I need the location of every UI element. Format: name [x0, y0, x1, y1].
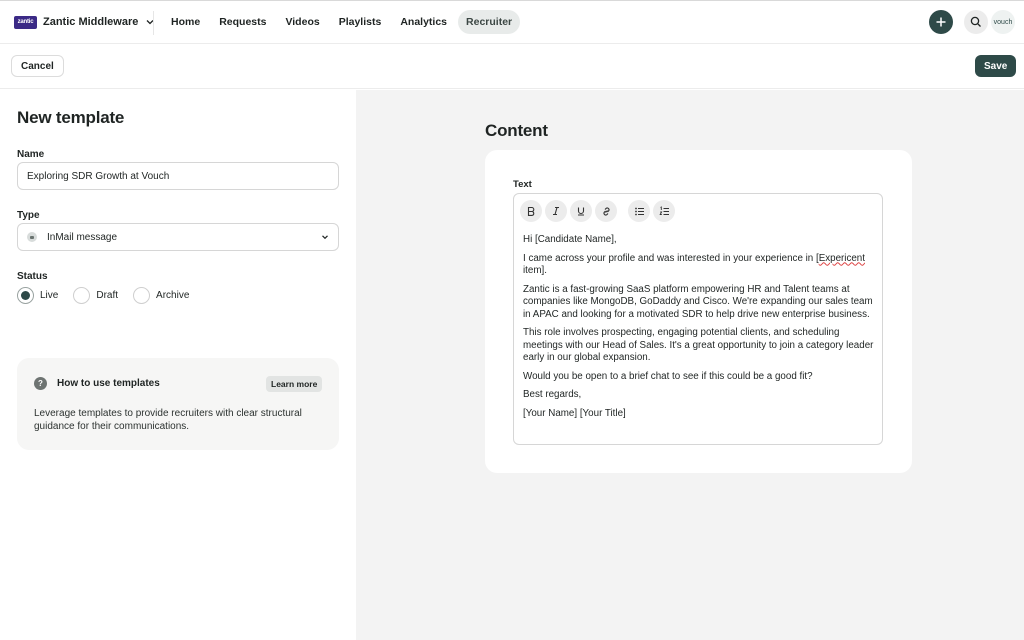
type-select[interactable] — [17, 223, 339, 251]
nav-tab-analytics[interactable]: Analytics — [400, 16, 448, 28]
page-title: New template — [17, 108, 125, 127]
message-paragraph: I came across your profile and was interested in your experience in [Expericent item]. — [523, 252, 865, 276]
radio-label: Draft — [96, 290, 119, 301]
nav-tab-recruiter[interactable]: Recruiter — [458, 10, 520, 34]
cancel-button[interactable]: Cancel — [11, 55, 64, 77]
type-label: Type — [17, 210, 40, 221]
numbered-list-icon — [659, 206, 670, 217]
save-button[interactable]: Save — [975, 55, 1016, 77]
numbered-list-button[interactable] — [653, 200, 675, 222]
text-editor[interactable] — [513, 193, 883, 445]
question-icon: ? — [34, 377, 47, 390]
content-title: Content — [485, 121, 548, 140]
italic-button[interactable] — [545, 200, 567, 222]
bold-icon — [526, 206, 536, 216]
type-value: InMail message — [47, 231, 118, 243]
nav-divider — [153, 11, 154, 35]
radio-circle — [133, 287, 150, 304]
message-paragraph: This role involves prospecting, engaging potential clients, and scheduling meetings with our Head of Sales. It's a great opportunity to join a category leader early in our global expansion. — [523, 327, 874, 363]
radio-circle — [17, 287, 34, 304]
name-input[interactable] — [17, 162, 339, 190]
workspace-name: Zantic Middleware — [43, 16, 139, 28]
zantic-logo: zantic — [14, 16, 37, 29]
link-button[interactable] — [595, 200, 617, 222]
italic-icon — [551, 206, 561, 216]
status-archive-radio[interactable] — [133, 287, 189, 304]
message-paragraph: Hi [Candidate Name], — [523, 234, 617, 245]
message-paragraph: [Your Name] [Your Title] — [523, 407, 626, 419]
nav-tab-videos[interactable]: Videos — [285, 16, 320, 28]
content-card — [485, 150, 912, 473]
name-label: Name — [17, 149, 45, 160]
action-bar — [0, 44, 1024, 89]
workspace-switcher[interactable] — [14, 13, 155, 31]
nav-tab-playlists[interactable]: Playlists — [338, 16, 382, 28]
link-icon — [601, 206, 612, 217]
plus-icon — [935, 16, 947, 28]
misspelled-word[interactable]: Expericent — [818, 252, 865, 264]
content-area — [356, 90, 1024, 640]
message-paragraph: Would you be open to a brief chat to see if this could be a good fit? — [523, 370, 813, 382]
search-icon — [970, 16, 982, 28]
radio-circle — [73, 287, 90, 304]
chevron-down-icon — [321, 233, 329, 241]
learn-more-button[interactable]: Learn more — [266, 376, 322, 392]
text-label: Text — [513, 179, 532, 190]
editor-toolbar — [520, 200, 678, 222]
radio-label: Archive — [156, 290, 190, 301]
status-live-radio[interactable] — [17, 287, 58, 304]
nav-tabs — [163, 10, 523, 34]
help-card — [17, 358, 339, 450]
avatar[interactable]: vouch — [991, 10, 1015, 34]
status-radio-group — [17, 287, 204, 304]
template-settings-panel — [0, 90, 356, 640]
underline-button[interactable] — [570, 200, 592, 222]
bullet-list-button[interactable] — [628, 200, 650, 222]
status-draft-radio[interactable] — [73, 287, 118, 304]
bullet-list-icon — [634, 206, 645, 217]
message-paragraph: Zantic is a fast-growing SaaS platform empowering HR and Talent teams at companies like MongoDB, GoDaddy and Cisco. We're expanding our sales team in APAC and looking for a motivated SDR to help drive new enterprise business. — [523, 283, 873, 320]
inmail-icon — [27, 232, 37, 242]
editor-content[interactable] — [523, 234, 875, 426]
nav-tab-home[interactable]: Home — [171, 16, 201, 28]
underline-icon — [576, 206, 586, 216]
bold-button[interactable] — [520, 200, 542, 222]
status-label: Status — [17, 271, 48, 282]
search-button[interactable] — [964, 10, 988, 34]
help-body: Leverage templates to provide recruiters with clear structural guidance for their communications. — [34, 408, 302, 432]
nav-tab-requests[interactable]: Requests — [219, 16, 267, 28]
radio-label: Live — [40, 290, 59, 301]
top-nav — [0, 0, 1024, 44]
create-button[interactable] — [929, 10, 953, 34]
help-title: How to use templates — [57, 378, 160, 389]
message-paragraph: Best regards, — [523, 389, 582, 400]
